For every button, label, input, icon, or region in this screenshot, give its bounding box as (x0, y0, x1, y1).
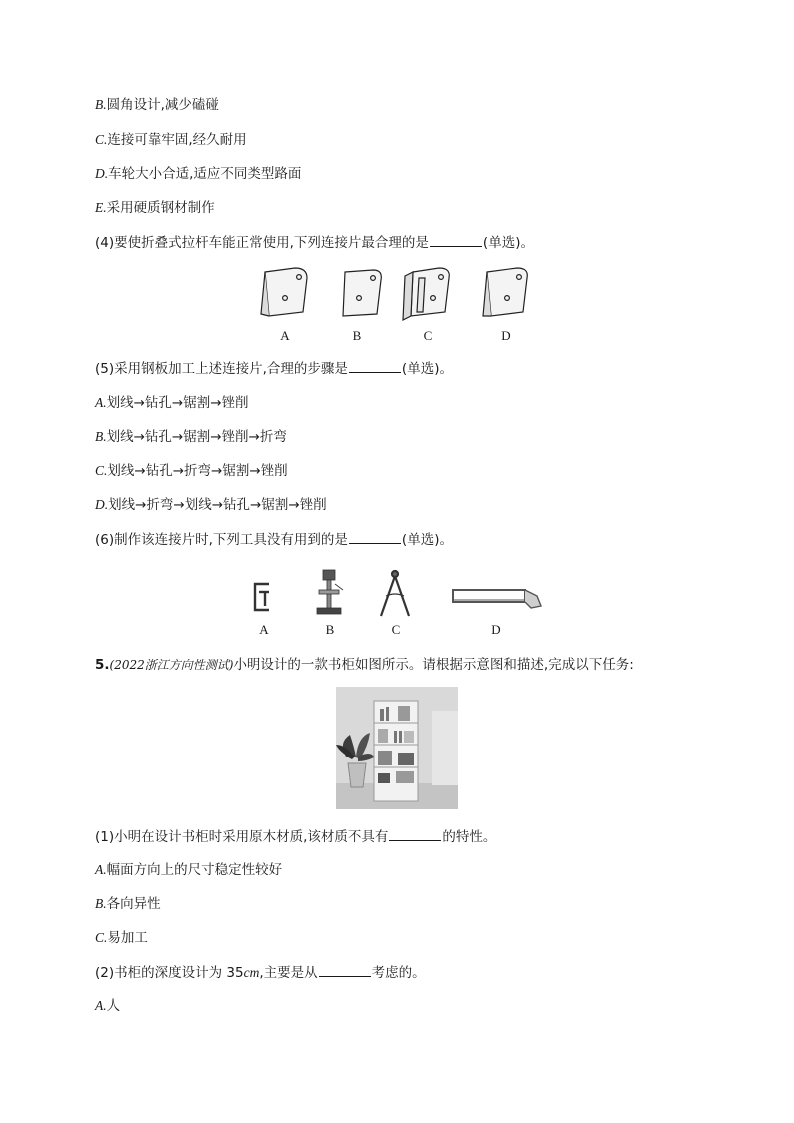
answer-blank[interactable] (430, 233, 482, 247)
connector-plates-illustration (255, 264, 545, 330)
clamp-icon (255, 584, 269, 610)
unit-text: cm (243, 965, 260, 980)
option-letter: B. (95, 429, 107, 444)
q5-1-option-a (95, 861, 282, 879)
figure-label-b: B (325, 622, 335, 637)
option-letter: A. (95, 862, 107, 877)
question-suffix: (单选)。 (482, 235, 534, 251)
option-text: 圆角设计,减少磕碰 (106, 97, 219, 113)
q4-5-option-c (95, 462, 288, 480)
question-5-1 (95, 827, 496, 846)
option-letter: C. (95, 132, 108, 147)
figure-label-c: C (423, 328, 433, 343)
q4-5-option-d (95, 496, 327, 514)
hacksaw-icon (453, 590, 541, 608)
q4-option-e (95, 199, 215, 217)
question-5-2 (95, 963, 426, 982)
figure-label-a: A (280, 328, 290, 343)
question-suffix: 考虑的。 (371, 965, 426, 981)
q4-option-b (95, 96, 219, 114)
option-text: 人 (106, 998, 121, 1014)
bookcase-image (336, 687, 458, 809)
question-4-5 (95, 359, 453, 378)
question-text: (4)要使折叠式拉杆车能正常使用,下列连接片最合理的是 (95, 235, 429, 251)
question-4-4 (95, 233, 534, 252)
question-number: 5. (95, 657, 110, 673)
figure-label-a: A (259, 622, 269, 637)
option-text: 连接可靠牢固,经久耐用 (107, 132, 247, 148)
question-text: (1)小明在设计书柜时采用原木材质,该材质不具有 (95, 829, 389, 845)
option-letter: A. (95, 395, 107, 410)
option-letter: B. (95, 97, 107, 112)
figure-label-b: B (352, 328, 362, 343)
question-4-6 (95, 530, 453, 549)
option-letter: D. (95, 166, 109, 181)
q4-option-c (95, 131, 247, 149)
figure-label-d: D (491, 622, 501, 637)
option-text: 采用硬质钢材制作 (106, 200, 215, 216)
compass-icon (381, 571, 409, 616)
option-text: 划线→折弯→划线→钻孔→锯割→锉削 (108, 497, 327, 513)
question-middle: ,主要是从 (259, 965, 318, 981)
question-text: 小明设计的一款书柜如图所示。请根据示意图和描述,完成以下任务: (233, 657, 634, 673)
option-text: 各向异性 (106, 896, 161, 912)
question-suffix: (单选)。 (401, 361, 453, 377)
answer-blank[interactable] (389, 827, 441, 841)
question-suffix: (单选)。 (401, 532, 453, 548)
question-text: (6)制作该连接片时,下列工具没有用到的是 (95, 532, 348, 548)
q4-5-option-b (95, 428, 287, 446)
option-text: 幅面方向上的尺寸稳定性较好 (106, 862, 283, 878)
q5-1-option-b (95, 895, 161, 913)
option-letter: C. (95, 930, 108, 945)
option-letter: C. (95, 463, 108, 478)
question-source: (2022浙江方向性测试) (109, 658, 234, 672)
q5-1-option-c (95, 929, 148, 947)
option-letter: A. (95, 998, 107, 1013)
q4-option-d (95, 165, 301, 183)
question-text: (2)书柜的深度设计为 35 (95, 965, 244, 981)
option-text: 划线→钻孔→锯割→锉削→折弯 (106, 429, 287, 445)
question-text: (5)采用钢板加工上述连接片,合理的步骤是 (95, 361, 348, 377)
option-text: 车轮大小合适,适应不同类型路面 (108, 166, 302, 182)
answer-blank[interactable] (349, 530, 401, 544)
option-text: 划线→钻孔→锯割→锉削 (106, 395, 249, 411)
figure-label-c: C (391, 622, 401, 637)
q5-2-option-a (95, 997, 120, 1015)
tools-illustration (245, 566, 550, 620)
drill-press-icon (317, 570, 343, 614)
option-text: 易加工 (107, 930, 148, 946)
figure-label-d: D (501, 328, 511, 343)
q4-5-option-a (95, 394, 249, 412)
bookcase-photo (336, 687, 458, 809)
answer-blank[interactable] (349, 359, 401, 373)
option-text: 划线→钻孔→折弯→锯割→锉削 (107, 463, 288, 479)
answer-blank[interactable] (319, 963, 371, 977)
question-suffix: 的特性。 (442, 829, 497, 845)
option-letter: E. (95, 200, 107, 215)
question-5 (95, 656, 634, 674)
option-letter: B. (95, 896, 107, 911)
option-letter: D. (95, 497, 109, 512)
connector-plates-figure (255, 264, 545, 343)
tools-figure (245, 566, 550, 638)
